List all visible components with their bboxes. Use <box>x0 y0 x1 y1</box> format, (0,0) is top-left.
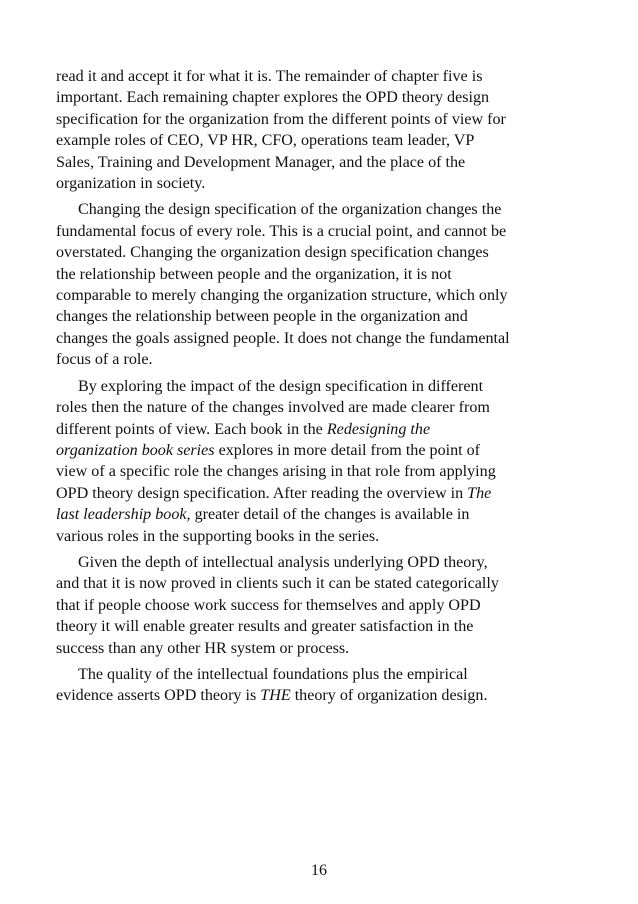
text-line <box>56 173 576 194</box>
italic-text: Redesigning the <box>326 420 431 438</box>
text-line <box>56 376 576 397</box>
paragraph-3 <box>56 376 576 547</box>
text-line <box>56 306 576 327</box>
text-line <box>56 242 576 263</box>
text-line <box>56 109 576 130</box>
paragraph-5 <box>56 664 576 707</box>
text-run: greater detail of the changes is available in <box>190 506 470 524</box>
text-run: Changing the design specification of the organization changes the <box>78 201 502 219</box>
text-run: specification for the organization from the different points of view for <box>56 110 506 128</box>
text-run: explores in more detail from the point of <box>214 441 481 459</box>
text-run: Given the depth of intellectual analysis underlying OPD theory, <box>78 553 488 571</box>
italic-text: The <box>467 484 492 502</box>
text-run: the relationship between people and the organization, it is not <box>56 265 452 283</box>
text-line <box>56 397 576 418</box>
text-line <box>56 573 576 594</box>
text-line <box>56 328 576 349</box>
text-run: success than any other HR system or process. <box>56 639 350 657</box>
text-line <box>56 152 576 173</box>
text-run: roles then the nature of the changes involved are made clearer from <box>56 399 490 417</box>
text-run: evidence asserts OPD theory is <box>56 687 261 705</box>
text-run: changes the relationship between people in the organization and <box>56 308 468 326</box>
text-line <box>56 221 576 242</box>
text-run: example roles of CEO, VP HR, CFO, operations team leader, VP <box>56 132 475 150</box>
text-run: OPD theory design specification. After reading the overview in <box>56 484 468 502</box>
text-line <box>56 349 576 370</box>
text-run: comparable to merely changing the organization structure, which only <box>56 287 508 305</box>
text-line <box>56 264 576 285</box>
text-run: changes the goals assigned people. It does not change the fundamental <box>56 329 510 347</box>
text-line <box>56 285 576 306</box>
text-line <box>56 664 576 685</box>
text-run: view of a specific role the changes arising in that role from applying <box>56 463 496 481</box>
text-line <box>56 552 576 573</box>
text-line <box>56 483 576 504</box>
text-line <box>56 461 576 482</box>
text-run: important. Each remaining chapter explores the OPD theory design <box>56 89 490 107</box>
italic-text: THE <box>260 687 291 705</box>
text-run: organization in society. <box>56 175 206 193</box>
text-run: various roles in the supporting books in the series. <box>56 527 380 545</box>
text-run: theory it will enable greater results and greater satisfaction in the <box>56 618 474 636</box>
text-run: By exploring the impact of the design specification in different <box>78 377 484 395</box>
text-run: Sales, Training and Development Manager, and the place of the <box>56 153 466 171</box>
text-line <box>56 685 576 706</box>
italic-text: last leadership book, <box>56 506 191 524</box>
paragraph-4 <box>56 552 576 659</box>
text-line <box>56 130 576 151</box>
text-run: different points of view. Each book in the <box>56 420 327 438</box>
text-line <box>56 638 576 659</box>
text-line <box>56 199 576 220</box>
text-run: focus of a role. <box>56 351 153 369</box>
text-line <box>56 440 576 461</box>
text-run: that if people choose work success for themselves and apply OPD <box>56 596 481 614</box>
italic-text: organization book series <box>56 441 215 459</box>
text-line <box>56 504 576 525</box>
text-run: The quality of the intellectual foundations plus the empirical <box>78 665 468 683</box>
page-number: 16 <box>311 862 327 879</box>
text-run: overstated. Changing the organization design specification changes <box>56 244 489 262</box>
text-line <box>56 526 576 547</box>
text-line <box>56 595 576 616</box>
text-run: and that it is now proved in clients such it can be stated categorically <box>56 575 499 593</box>
text-line <box>56 616 576 637</box>
text-run: theory of organization design. <box>290 687 488 705</box>
text-run: read it and accept it for what it is. The remainder of chapter five is <box>56 68 483 85</box>
paragraph-2 <box>56 199 576 370</box>
paragraph-1 <box>56 66 576 194</box>
text-line <box>56 419 576 440</box>
page-body <box>56 66 576 712</box>
text-run: fundamental focus of every role. This is a crucial point, and cannot be <box>56 222 507 240</box>
text-line <box>56 66 576 87</box>
text-line <box>56 87 576 108</box>
